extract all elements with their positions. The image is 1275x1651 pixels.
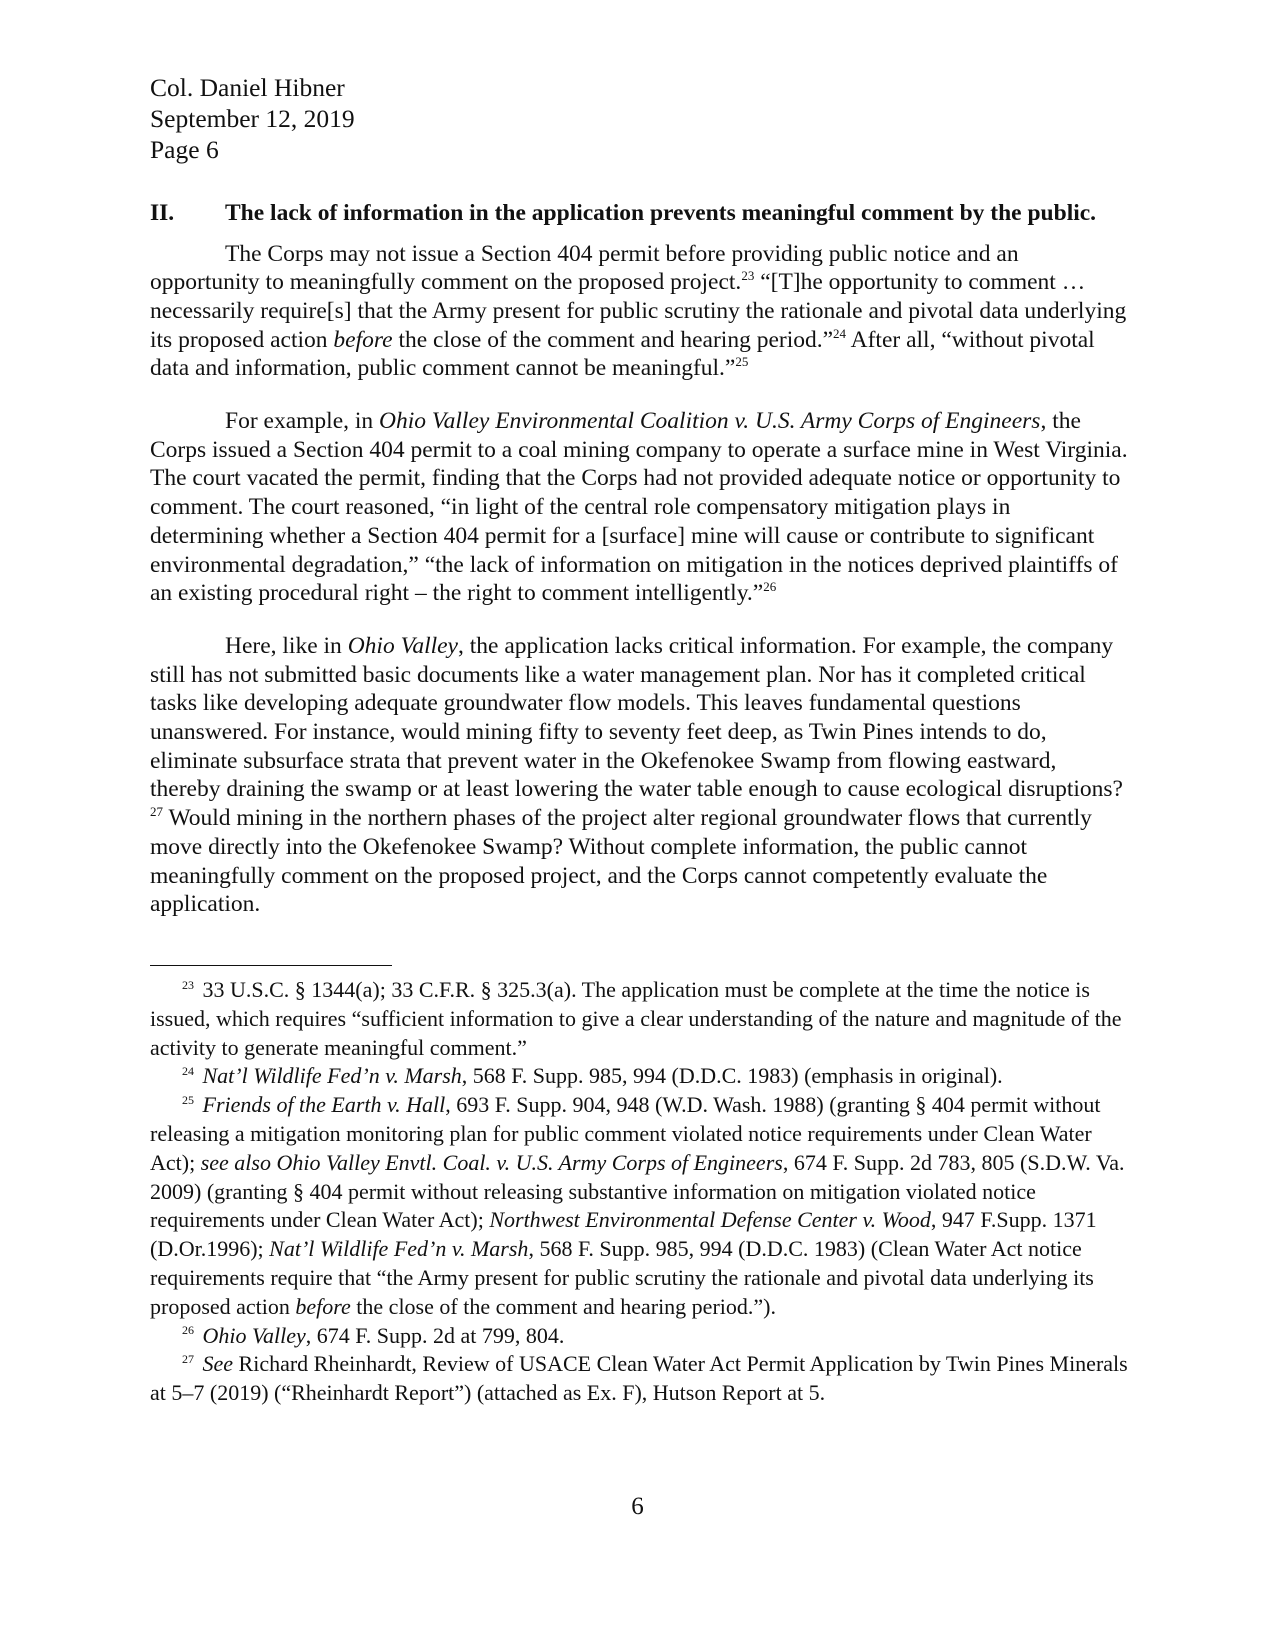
case-name: Northwest Environmental Defense Center v. Wood xyxy=(489,1207,931,1233)
page-line: Page 6 xyxy=(150,135,219,164)
date-line: September 12, 2019 xyxy=(150,104,355,133)
footnote-25 xyxy=(150,1091,1128,1321)
paragraph-text: The Corps may not issue a Section 404 permit before providing public notice and an opportunity to meaningfully comment on the proposed project. xyxy=(150,240,1019,296)
letter-page xyxy=(150,72,1128,1408)
footnote-number: 23 xyxy=(182,977,194,992)
footnote-text: the close of the comment and hearing period.”). xyxy=(350,1293,776,1319)
section-heading xyxy=(150,199,1128,228)
recipient-line: Col. Daniel Hibner xyxy=(150,73,345,102)
footnote-ref[interactable]: 26 xyxy=(763,579,777,595)
footnote-ref[interactable]: 25 xyxy=(735,354,749,370)
footnote-number: 26 xyxy=(182,1323,194,1338)
emphasis-text: before xyxy=(333,326,393,353)
case-name: see also Ohio Valley Envtl. Coal. v. U.S. Army Corps of Engineers xyxy=(200,1149,783,1175)
case-name: Ohio Valley xyxy=(202,1322,306,1348)
footnote-number: 27 xyxy=(182,1352,194,1366)
footnote-23 xyxy=(150,976,1128,1062)
paragraph-text: Here, like in xyxy=(225,632,348,659)
paragraph-text: Would mining in the northern phases of the project alter regional groundwater flows that currently move directly into the Okefenokee Swamp? Without complete information, the public cannot meaningfully comment on the proposed project, and the Corps cannot competently evaluate the application. xyxy=(150,805,1092,918)
emphasis-text: before xyxy=(295,1293,351,1319)
footnote-ref[interactable]: 23 xyxy=(741,268,755,284)
paragraph-text: After all, “without pivotal data and information, public comment cannot be meaningful.” xyxy=(150,326,1095,382)
footnote-text: , 693 F. Supp. 904, 948 (W.D. Wash. 1988) (granting § 404 permit without releasing a mitigation monitoring plan for public comment violated notice requirements under Clean Water Act); xyxy=(150,1092,1101,1175)
paragraph-text: , the application lacks critical information. For example, the company still has not submitted basic documents like a water management plan. Nor has it completed critical tasks like developing adequate groundwater flow models. This leaves fundamental questions unanswered. For instance, would mining fifty to seventy feet deep, as Twin Pines intends to do, eliminate subsurface strata that prevent water in the Okefenokee Swamp from flowing eastward, thereby draining the swamp or at least lowering the water table enough to cause ecological disruptions? xyxy=(150,632,1123,803)
paragraph-text: , the Corps issued a Section 404 permit to a coal mining company to operate a surface mine in West Virginia. The court vacated the permit, finding that the Corps had not provided adequate notice or opportunity to comment. The court reasoned, “in light of the central role compensatory mitigation plays in determining whether a Section 404 permit for a [surface] mine will cause or contribute to significant environmental degradation,” “the lack of information on mitigation in the notices deprived plaintiffs of an existing procedural right – the right to comment intelligently.” xyxy=(150,408,1128,607)
footnote-separator xyxy=(150,965,392,966)
case-name: Nat’l Wildlife Fed’n v. Marsh xyxy=(269,1236,529,1262)
paragraph-application-lacks-info xyxy=(150,632,1128,919)
footnote-27 xyxy=(150,1350,1128,1408)
footnote-ref[interactable]: 24 xyxy=(833,325,847,341)
case-name: Ohio Valley xyxy=(347,632,458,659)
letter-header xyxy=(150,72,1128,165)
footnote-number: 25 xyxy=(182,1092,194,1107)
footnote-text: , 674 F. Supp. 2d at 799, 804. xyxy=(305,1322,565,1348)
case-name: Ohio Valley Environmental Coalition v. U.S. Army Corps of Engineers xyxy=(379,408,1041,435)
paragraph-text: the close of the comment and hearing period.” xyxy=(392,326,834,353)
footnote-text: , 674 F. Supp. 2d 783, 805 (S.D.W. Va. 2009) (granting § 404 permit without releasing substantive information on mitigation violated notice requirements under Clean Water Act); xyxy=(150,1149,1125,1233)
section-title: The lack of information in the application prevents meaningful comment by the public. xyxy=(225,200,1097,226)
signal-word: See xyxy=(202,1351,234,1377)
case-name: Friends of the Earth v. Hall xyxy=(202,1092,446,1118)
footnote-26 xyxy=(150,1322,1128,1351)
footnote-ref[interactable]: 27 xyxy=(150,804,163,820)
footnote-text: , 947 F.Supp. 1371 (D.Or.1996); xyxy=(150,1207,1097,1262)
footnote-text: , 568 F. Supp. 985, 994 (D.D.C. 1983) (Clean Water Act notice requirements require that “the Army present for public scrutiny the rationale and pivotal data underlying its proposed action xyxy=(150,1236,1094,1319)
page-number: 6 xyxy=(631,1493,644,1520)
footnote-text: , 568 F. Supp. 985, 994 (D.D.C. 1983) (emphasis in original). xyxy=(461,1063,1003,1089)
footnote-text: Richard Rheinhardt, Review of USACE Clean Water Act Permit Application by Twin Pines Minerals at 5–7 (2019) (“Rheinhardt Report”) (attached as Ex. F), Hutson Report at 5. xyxy=(150,1351,1128,1406)
footnote-number: 24 xyxy=(182,1064,194,1079)
case-name: Nat’l Wildlife Fed’n v. Marsh xyxy=(202,1063,462,1089)
section-number: II. xyxy=(150,200,175,226)
footnote-text: 33 U.S.C. § 1344(a); 33 C.F.R. § 325.3(a). The application must be complete at the time the notice is issued, which requires “sufficient information to give a clear understanding of the nature and magnitude of the activity to generate meaningful comment.” xyxy=(150,976,1122,1060)
paragraph-text: “[T]he opportunity to comment … necessarily require[s] that the Army present for public scrutiny the rationale and pivotal data underlying its proposed action xyxy=(150,269,1127,353)
paragraph-text: For example, in xyxy=(225,408,380,435)
paragraph-public-notice xyxy=(150,240,1128,384)
paragraph-ohio-valley-example xyxy=(150,407,1128,608)
footnote-24 xyxy=(150,1062,1128,1091)
